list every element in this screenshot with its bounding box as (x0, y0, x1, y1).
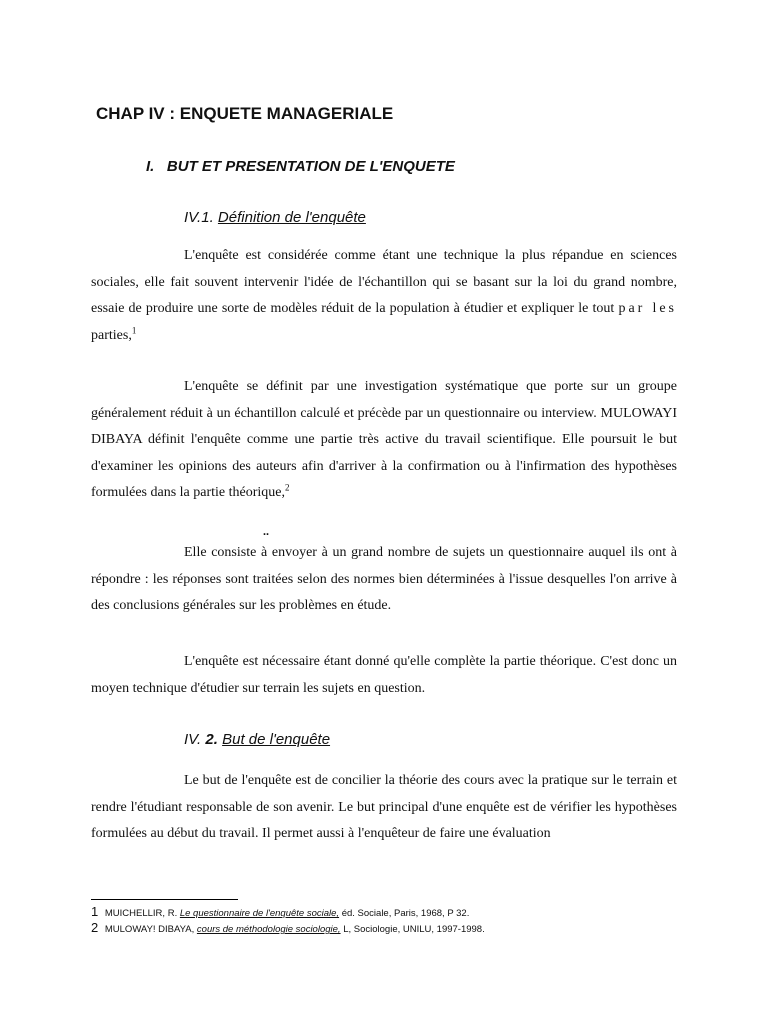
footnote-rest: L, Sociologie, UNILU, 1997-1998. (343, 924, 485, 935)
paragraph-2 (91, 374, 677, 507)
section-title: BUT ET PRESENTATION DE L'ENQUETE (166, 158, 455, 175)
footnote-number: 2 (91, 920, 99, 935)
footnote-title: cours de méthodologie sociologie, (196, 924, 341, 935)
section-heading (146, 158, 455, 175)
footnote-number: 1 (91, 904, 99, 919)
footnote-2 (91, 920, 485, 935)
subsection-title: Définition de l'enquête (217, 209, 366, 226)
subsection-heading-2 (184, 731, 330, 748)
paragraph-text: L'enquête se définit par une investigation systématique que porte sur un groupe généralement réduit à un échantillon calculé et précède par un questionnaire ou interview. MULOWAYI DIBAYA définit l'enquête comme une partie très active du travail scientifique. Elle poursuit le but d'examiner les opinions des auteurs afin d'arriver à la confirmation ou à l'infirmation des hypothèses formulées dans la partie théorique, (91, 379, 677, 500)
paragraph-1 (91, 243, 677, 349)
ellipsis-mark: .. (263, 524, 269, 538)
paragraph-text: L'enquête est considérée comme étant une technique la plus répandue en sciences sociales, elle fait souvent intervenir l'idée de l'échantillon qui se basant sur la loi du grand nombre, essaie de produire une sorte de modèles réduit de la population à étudier et expliquer le tout (91, 248, 677, 316)
subsection-heading-1 (184, 209, 366, 226)
paragraph-5: Le but de l'enquête est de concilier la théorie des cours avec la pratique sur le terrain et rendre l'étudiant responsable de son avenir. Le but principal d'une enquête est de vérifier les hypothèses formulées au début du travail. Il permet aussi à l'enquêteur de faire une évaluation (91, 773, 677, 841)
spaced-text: par les (618, 301, 677, 316)
footnote-title: Le questionnaire de l'enquête sociale, (179, 908, 340, 919)
paragraph-3: Elle consiste à envoyer à un grand nombre de sujets un questionnaire auquel ils ont à répondre : les réponses sont traitées selon des normes bien déterminées à l'issue desquelles l'on arrive à des conclusions générales sur les problèmes en étude. (91, 545, 677, 613)
subsection-title: But de l'enquête (222, 731, 331, 748)
section-number: I. (146, 158, 155, 175)
footnote-ref-2: 2 (284, 482, 290, 493)
chapter-title: CHAP IV : ENQUETE MANAGERIALE (96, 104, 394, 123)
paragraph-4: L'enquête est nécessaire étant donné qu'elle complète la partie théorique. C'est donc un moyen technique d'étudier sur terrain les sujets en question. (91, 654, 677, 696)
subsection-number: IV.1. (184, 209, 214, 226)
footnote-initial: R. (167, 908, 178, 919)
footnote-ref-1: 1 (131, 324, 137, 335)
subsection-prefix: IV. (184, 731, 202, 748)
paragraph-tail: parties, (91, 327, 132, 343)
footnote-author: MUICHELLIR, (104, 908, 166, 919)
footnote-rest: éd. Sociale, Paris, 1968, P 32. (341, 908, 470, 919)
footnote-1 (91, 904, 469, 919)
footnote-separator (91, 899, 238, 900)
footnote-author: MULOWAY! DIBAYA, (104, 924, 195, 935)
subsection-number: 2. (205, 731, 218, 748)
